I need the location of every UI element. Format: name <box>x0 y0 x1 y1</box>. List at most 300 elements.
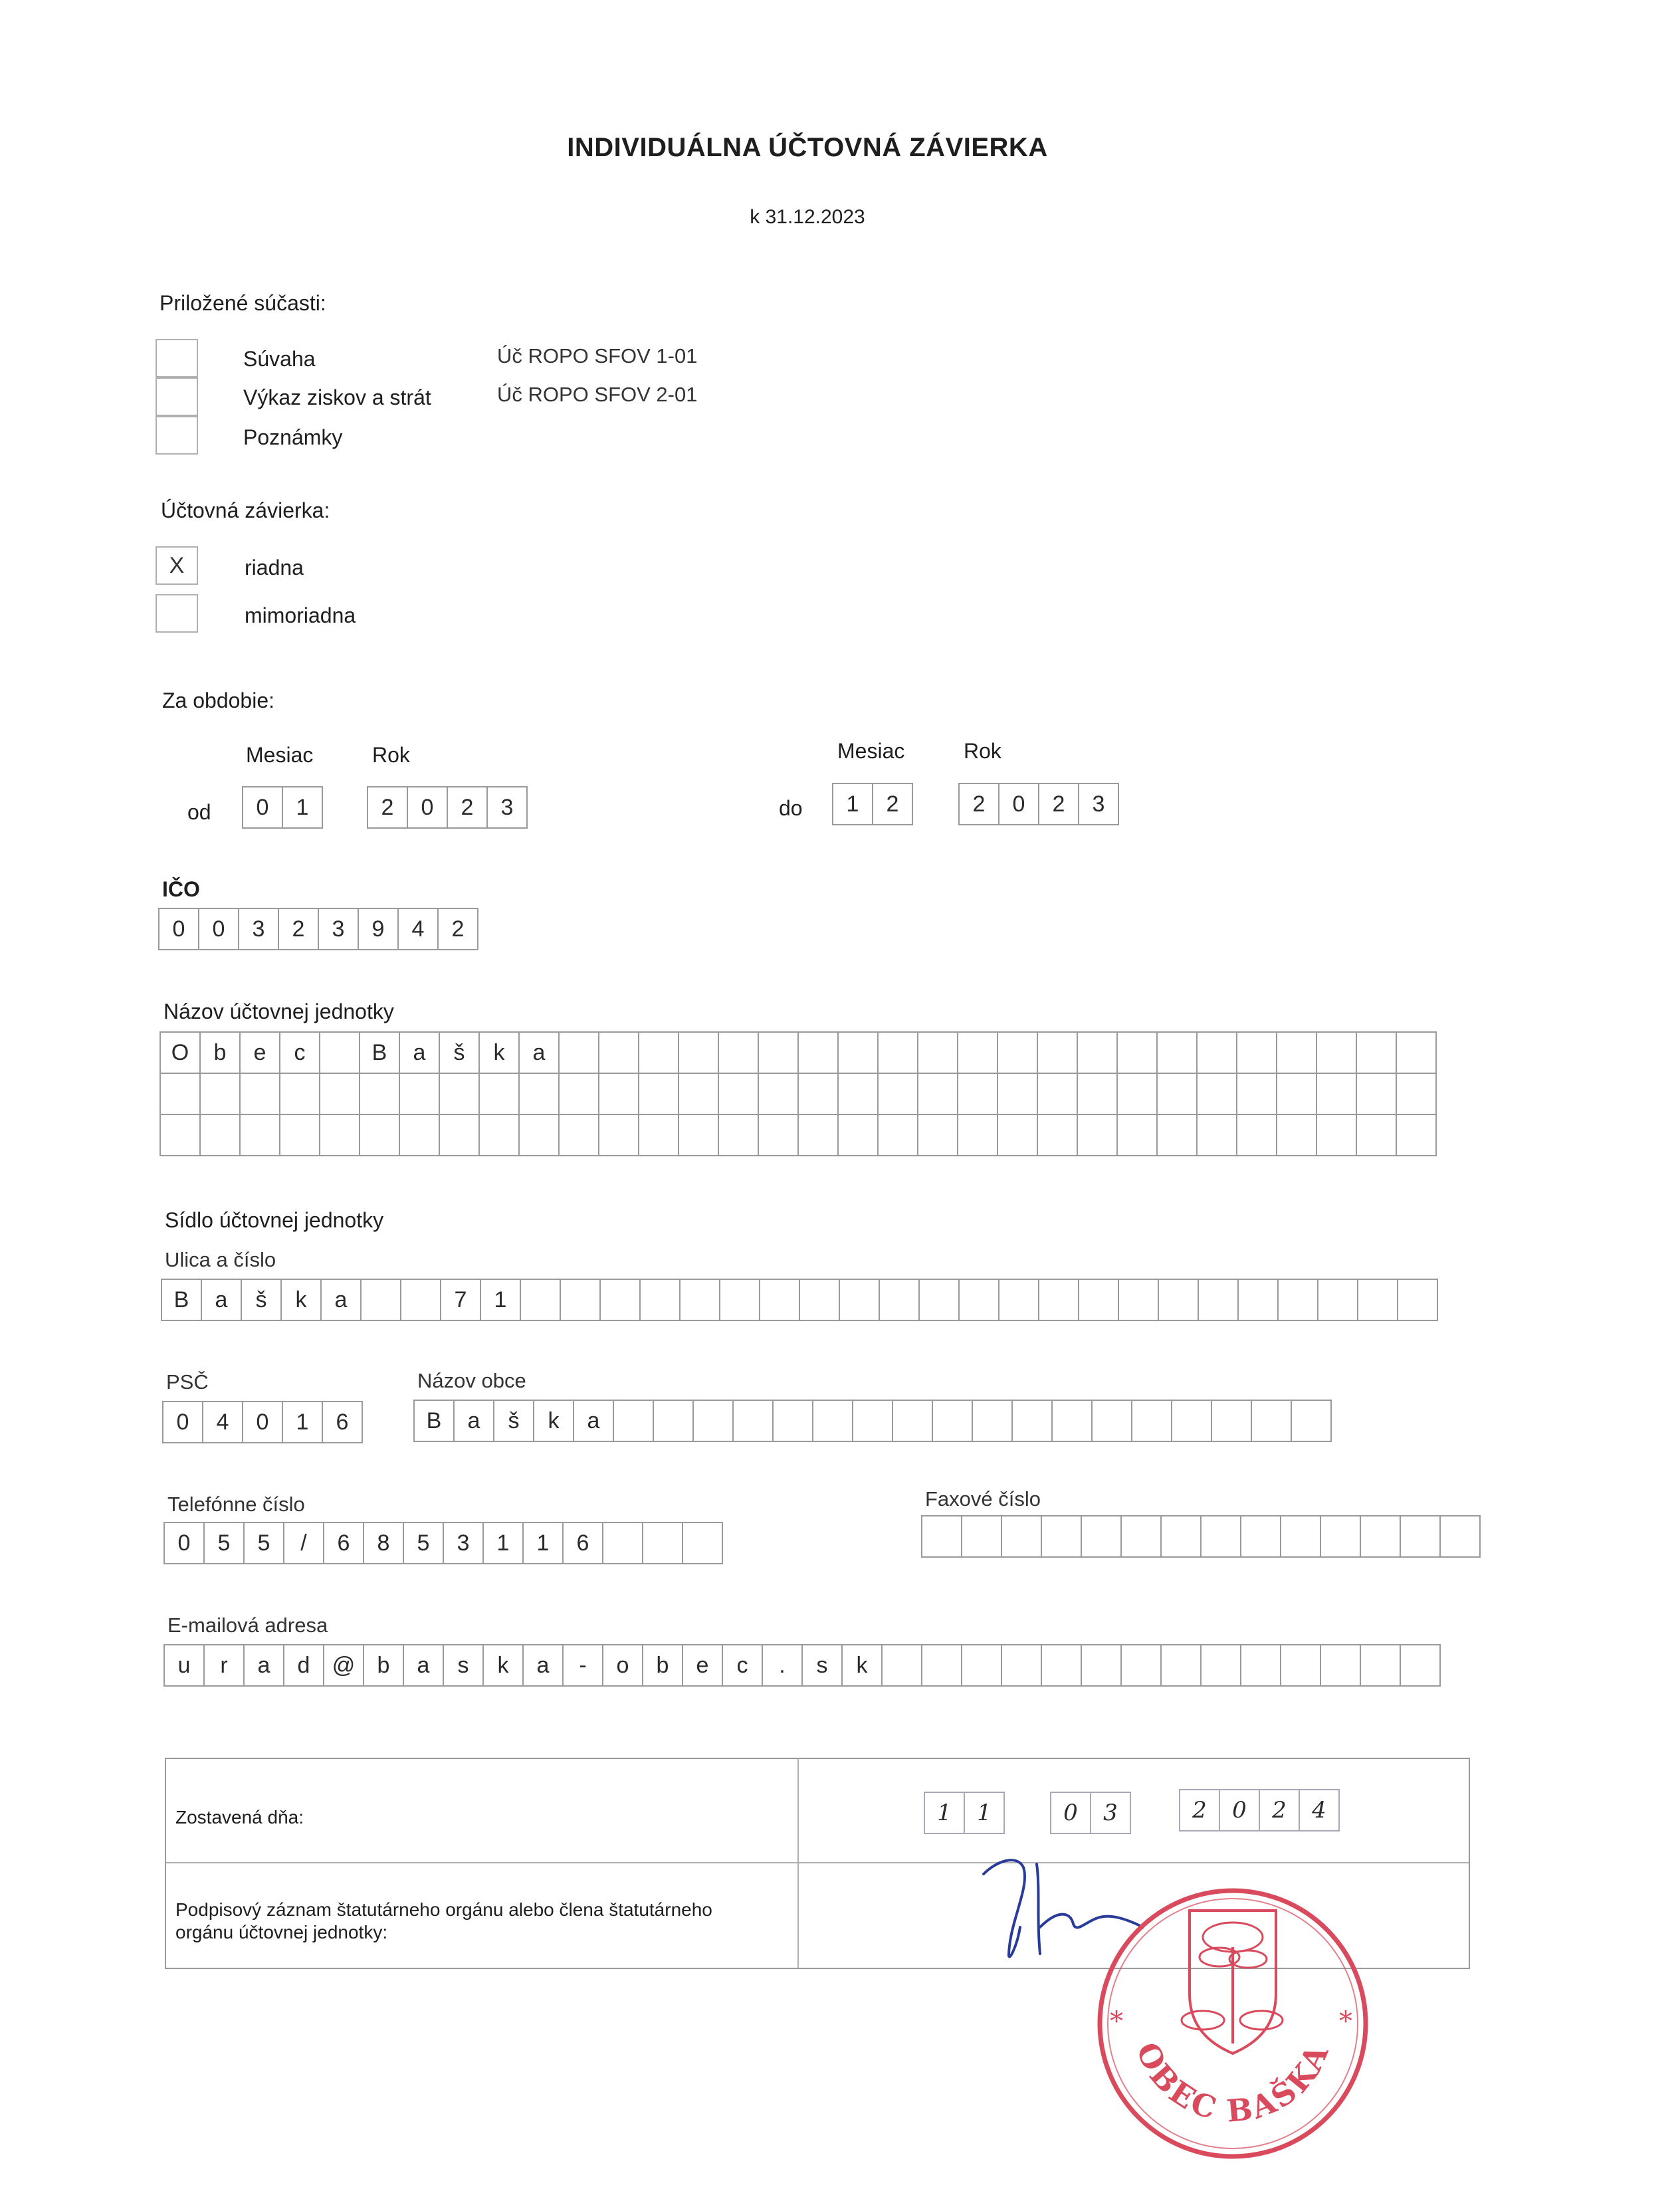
from-month-grid[interactable] <box>242 786 323 829</box>
grid-cell <box>639 1279 681 1321</box>
grid-cell <box>558 1073 599 1115</box>
grid-cell <box>1280 1515 1321 1558</box>
grid-cell: 2 <box>1038 783 1079 825</box>
grid-cell: a <box>573 1400 614 1442</box>
grid-cell <box>1400 1644 1441 1687</box>
grid-cell <box>1156 1031 1198 1074</box>
grid-cell <box>558 1114 599 1156</box>
grid-cell <box>360 1279 401 1321</box>
grid-cell <box>972 1400 1013 1442</box>
grid-cell: 1 <box>964 1792 1005 1834</box>
grid-cell: s <box>443 1644 484 1687</box>
grid-cell: 1 <box>282 1401 323 1443</box>
grid-cell <box>319 1031 360 1074</box>
grid-cell <box>478 1114 520 1156</box>
grid-cell <box>1198 1279 1239 1321</box>
grid-cell <box>1439 1515 1481 1558</box>
grid-cell <box>837 1114 879 1156</box>
grid-cell <box>518 1073 560 1115</box>
grid-cell: 3 <box>1090 1792 1131 1834</box>
grid-cell <box>1360 1644 1401 1687</box>
grid-cell: a <box>518 1031 560 1074</box>
grid-cell <box>1116 1114 1158 1156</box>
grid-cell <box>1001 1644 1042 1687</box>
grid-cell <box>638 1073 679 1115</box>
grid-cell <box>1011 1400 1053 1442</box>
grid-cell <box>1041 1515 1082 1558</box>
grid-cell <box>957 1031 998 1074</box>
seat-heading: Sídlo účtovnej jednotky <box>165 1208 384 1232</box>
grid-cell: š <box>439 1031 480 1074</box>
grid-cell <box>159 1073 201 1115</box>
grid-cell <box>439 1114 480 1156</box>
grid-cell: 3 <box>1078 783 1119 825</box>
grid-cell <box>679 1279 720 1321</box>
grid-cell <box>359 1073 400 1115</box>
grid-cell <box>1118 1279 1159 1321</box>
grid-cell <box>478 1073 520 1115</box>
grid-cell: 1 <box>832 783 873 825</box>
city-grid[interactable] <box>413 1400 1332 1442</box>
compiled-year-grid[interactable] <box>1179 1789 1340 1831</box>
grid-cell <box>1196 1031 1237 1074</box>
grid-cell <box>1360 1515 1401 1558</box>
from-year-label: Rok <box>372 743 410 767</box>
grid-cell: b <box>642 1644 683 1687</box>
svg-text:*: * <box>1339 2006 1352 2037</box>
from-month-label: Mesiac <box>246 743 314 767</box>
grid-cell <box>1081 1515 1122 1558</box>
grid-cell <box>319 1114 360 1156</box>
grid-cell <box>613 1400 654 1442</box>
grid-cell <box>837 1031 879 1074</box>
grid-cell <box>892 1400 933 1442</box>
grid-cell: 3 <box>238 908 279 950</box>
phone-label: Telefónne číslo <box>167 1493 305 1516</box>
grid-cell <box>1051 1400 1093 1442</box>
grid-cell: r <box>203 1644 245 1687</box>
grid-cell: 2 <box>367 786 408 829</box>
grid-cell <box>932 1400 973 1442</box>
grid-cell <box>598 1114 639 1156</box>
grid-cell <box>1236 1114 1277 1156</box>
grid-cell <box>599 1279 641 1321</box>
phone-grid[interactable] <box>163 1522 723 1564</box>
grid-cell: 4 <box>397 908 439 950</box>
checkbox-suvaha[interactable] <box>156 339 198 377</box>
grid-cell <box>1081 1644 1122 1687</box>
grid-cell: a <box>243 1644 284 1687</box>
grid-cell: e <box>682 1644 723 1687</box>
grid-cell: a <box>320 1279 362 1321</box>
grid-cell <box>797 1031 839 1074</box>
grid-cell: u <box>163 1644 205 1687</box>
grid-cell: s <box>801 1644 843 1687</box>
checkbox-vykaz[interactable] <box>156 377 198 416</box>
grid-cell: 0 <box>198 908 239 950</box>
grid-cell: a <box>403 1644 444 1687</box>
grid-cell: a <box>201 1279 242 1321</box>
email-label: E-mailová adresa <box>167 1614 328 1637</box>
grid-cell <box>1041 1644 1082 1687</box>
grid-cell <box>239 1073 280 1115</box>
city-label: Názov obce <box>417 1369 526 1392</box>
grid-cell: 1 <box>482 1522 524 1564</box>
grid-cell <box>732 1400 774 1442</box>
grid-cell <box>1196 1073 1237 1115</box>
document-title: INDIVIDUÁLNA ÚČTOVNÁ ZÁVIERKA <box>567 133 1048 162</box>
grid-cell <box>839 1279 880 1321</box>
grid-cell <box>1400 1515 1441 1558</box>
grid-cell <box>638 1031 679 1074</box>
svg-text:OBEC BAŠKA <box>1129 2037 1336 2129</box>
grid-cell: 6 <box>322 1401 363 1443</box>
svg-text:*: * <box>1110 2006 1123 2037</box>
grid-cell <box>758 1031 799 1074</box>
grid-cell: @ <box>323 1644 364 1687</box>
grid-cell: 2 <box>1259 1789 1300 1831</box>
grid-cell <box>1196 1114 1237 1156</box>
grid-cell: 7 <box>440 1279 481 1321</box>
grid-cell: - <box>562 1644 603 1687</box>
grid-cell: a <box>453 1400 494 1442</box>
street-grid[interactable] <box>161 1279 1438 1321</box>
grid-cell <box>998 1279 1039 1321</box>
to-label: do <box>779 796 803 820</box>
grid-cell <box>1091 1400 1132 1442</box>
grid-cell: 4 <box>1299 1789 1340 1831</box>
official-stamp <box>1090 1881 1376 2166</box>
grid-cell <box>1396 1114 1437 1156</box>
grid-cell <box>399 1114 440 1156</box>
grid-cell <box>1200 1515 1241 1558</box>
grid-cell <box>359 1114 400 1156</box>
grid-cell <box>772 1400 813 1442</box>
grid-cell: k <box>533 1400 574 1442</box>
closing-label-mimoriadna: mimoriadna <box>245 603 356 627</box>
grid-cell: c <box>722 1644 763 1687</box>
grid-cell: 0 <box>242 786 283 829</box>
grid-cell <box>852 1400 893 1442</box>
grid-cell: 8 <box>363 1522 404 1564</box>
grid-cell <box>917 1031 958 1074</box>
grid-cell <box>1156 1114 1198 1156</box>
grid-cell <box>678 1073 719 1115</box>
grid-cell <box>520 1279 561 1321</box>
grid-cell <box>239 1114 280 1156</box>
grid-cell <box>1037 1073 1078 1115</box>
grid-cell <box>758 1114 799 1156</box>
grid-cell <box>1200 1644 1241 1687</box>
grid-cell <box>1356 1031 1397 1074</box>
grid-cell <box>560 1279 601 1321</box>
from-label: od <box>187 800 211 824</box>
fax-label: Faxové číslo <box>925 1487 1041 1511</box>
checkbox-mimoriadna[interactable] <box>156 594 198 633</box>
grid-cell: 5 <box>243 1522 284 1564</box>
grid-cell <box>1211 1400 1252 1442</box>
grid-cell <box>958 1279 999 1321</box>
grid-cell <box>1280 1644 1321 1687</box>
grid-cell <box>877 1031 918 1074</box>
grid-cell: k <box>478 1031 520 1074</box>
grid-cell: o <box>602 1644 643 1687</box>
grid-cell: 0 <box>1219 1789 1260 1831</box>
grid-cell <box>997 1114 1038 1156</box>
grid-cell <box>1357 1279 1398 1321</box>
attachment-label-vykaz: Výkaz ziskov a strát <box>243 385 431 409</box>
grid-cell <box>1077 1031 1118 1074</box>
grid-cell: / <box>283 1522 324 1564</box>
grid-cell: 3 <box>486 786 528 829</box>
grid-cell <box>602 1522 643 1564</box>
grid-cell <box>279 1114 320 1156</box>
grid-cell <box>1160 1644 1202 1687</box>
grid-cell <box>1320 1644 1361 1687</box>
grid-cell <box>1131 1400 1172 1442</box>
compiled-label: Zostavená dňa: <box>175 1807 304 1828</box>
grid-cell <box>1037 1114 1078 1156</box>
grid-cell <box>1276 1073 1317 1115</box>
grid-cell: 1 <box>480 1279 521 1321</box>
grid-cell: 0 <box>1050 1792 1091 1834</box>
grid-cell <box>1276 1114 1317 1156</box>
grid-cell <box>1116 1073 1158 1115</box>
grid-cell <box>638 1114 679 1156</box>
grid-cell <box>678 1114 719 1156</box>
grid-cell <box>1277 1279 1318 1321</box>
grid-cell: 4 <box>202 1401 243 1443</box>
grid-cell <box>1291 1400 1332 1442</box>
grid-cell <box>1077 1073 1118 1115</box>
grid-cell <box>439 1073 480 1115</box>
grid-cell <box>1160 1515 1202 1558</box>
grid-cell <box>1038 1279 1079 1321</box>
grid-cell <box>1037 1031 1078 1074</box>
grid-cell <box>598 1073 639 1115</box>
grid-cell: 6 <box>562 1522 603 1564</box>
grid-cell: 6 <box>323 1522 364 1564</box>
grid-cell <box>518 1114 560 1156</box>
grid-cell: 0 <box>242 1401 283 1443</box>
grid-cell <box>797 1114 839 1156</box>
grid-cell <box>961 1644 1002 1687</box>
grid-cell <box>1320 1515 1361 1558</box>
grid-cell: 5 <box>403 1522 444 1564</box>
signature-label: Podpisový záznam štatutárneho orgánu alebo člena štatutárneho orgánu účtovnej jednotky: <box>175 1899 712 1942</box>
grid-cell <box>718 1114 759 1156</box>
grid-cell <box>921 1515 962 1558</box>
grid-cell <box>918 1279 960 1321</box>
grid-cell <box>758 1073 799 1115</box>
grid-cell: a <box>522 1644 564 1687</box>
grid-cell <box>1396 1073 1437 1115</box>
compiled-month-grid[interactable] <box>1050 1792 1131 1834</box>
grid-cell <box>879 1279 920 1321</box>
grid-cell <box>797 1073 839 1115</box>
grid-cell: 2 <box>278 908 319 950</box>
grid-cell <box>642 1522 683 1564</box>
attachment-code-suvaha: Úč ROPO SFOV 1-01 <box>497 344 698 367</box>
grid-cell: b <box>363 1644 404 1687</box>
grid-cell <box>319 1073 360 1115</box>
grid-cell <box>1251 1400 1292 1442</box>
grid-cell: 3 <box>318 908 359 950</box>
grid-cell: B <box>161 1279 202 1321</box>
checkbox-riadna[interactable]: X <box>156 546 198 585</box>
grid-cell <box>1397 1279 1438 1321</box>
grid-cell <box>1001 1515 1042 1558</box>
stamp-text: OBEC BAŠKA <box>1129 2037 1336 2129</box>
grid-cell: š <box>493 1400 534 1442</box>
to-month-grid[interactable] <box>832 783 913 825</box>
entity-name-row <box>159 1114 1437 1156</box>
compiled-day-grid[interactable] <box>924 1792 1005 1834</box>
grid-cell <box>837 1073 879 1115</box>
grid-cell <box>1171 1400 1212 1442</box>
grid-cell <box>881 1644 922 1687</box>
zip-grid[interactable] <box>162 1401 363 1443</box>
grid-cell <box>1078 1279 1119 1321</box>
grid-cell <box>1356 1073 1397 1115</box>
grid-cell: c <box>279 1031 320 1074</box>
grid-cell: b <box>199 1031 241 1074</box>
zip-label: PSČ <box>166 1370 209 1394</box>
grid-cell <box>1116 1031 1158 1074</box>
grid-cell <box>1316 1073 1357 1115</box>
grid-cell: 2 <box>447 786 488 829</box>
grid-cell: 1 <box>522 1522 564 1564</box>
grid-cell <box>598 1031 639 1074</box>
grid-cell <box>957 1073 998 1115</box>
grid-cell: 3 <box>443 1522 484 1564</box>
grid-cell <box>759 1279 800 1321</box>
grid-cell <box>678 1031 719 1074</box>
grid-cell <box>1240 1644 1281 1687</box>
to-month-label: Mesiac <box>837 739 905 763</box>
period-heading: Za obdobie: <box>162 688 275 712</box>
grid-cell <box>1396 1031 1437 1074</box>
from-year-grid[interactable] <box>367 786 528 829</box>
attachment-label-poznamky: Poznámky <box>243 425 343 449</box>
grid-cell <box>159 1114 201 1156</box>
grid-cell <box>1120 1515 1162 1558</box>
entity-name-label: Názov účtovnej jednotky <box>163 999 394 1023</box>
grid-cell: 0 <box>162 1401 203 1443</box>
grid-cell: š <box>241 1279 282 1321</box>
grid-cell <box>1236 1031 1277 1074</box>
fax-grid[interactable] <box>921 1515 1481 1558</box>
grid-cell: 0 <box>407 786 448 829</box>
grid-cell: 2 <box>1179 1789 1220 1831</box>
grid-cell <box>877 1114 918 1156</box>
grid-cell: 0 <box>998 783 1039 825</box>
entity-name-row <box>159 1073 1437 1115</box>
grid-cell <box>997 1073 1038 1115</box>
grid-cell: k <box>482 1644 524 1687</box>
grid-cell <box>199 1073 241 1115</box>
grid-cell <box>718 1073 759 1115</box>
grid-cell: B <box>359 1031 400 1074</box>
grid-cell: O <box>159 1031 201 1074</box>
grid-cell <box>957 1114 998 1156</box>
grid-cell <box>1236 1073 1277 1115</box>
closing-heading: Účtovná závierka: <box>161 498 330 522</box>
grid-cell <box>799 1279 840 1321</box>
grid-cell <box>1356 1114 1397 1156</box>
grid-cell <box>997 1031 1038 1074</box>
document-date: k 31.12.2023 <box>750 206 865 228</box>
to-year-label: Rok <box>964 739 1001 763</box>
grid-cell <box>812 1400 853 1442</box>
grid-cell: B <box>413 1400 455 1442</box>
grid-cell <box>719 1279 760 1321</box>
grid-cell: k <box>841 1644 883 1687</box>
grid-cell: 5 <box>203 1522 245 1564</box>
grid-cell <box>692 1400 734 1442</box>
grid-cell: a <box>399 1031 440 1074</box>
grid-cell: 9 <box>358 908 399 950</box>
grid-cell: . <box>762 1644 803 1687</box>
grid-cell <box>682 1522 723 1564</box>
attachment-label-suvaha: Súvaha <box>243 347 316 371</box>
attachment-code-vykaz: Úč ROPO SFOV 2-01 <box>497 383 698 406</box>
entity-name-grid[interactable] <box>159 1031 1437 1156</box>
grid-cell: 1 <box>282 786 323 829</box>
ico-label: IČO <box>162 877 200 901</box>
grid-cell: 1 <box>924 1792 965 1834</box>
grid-cell: 0 <box>158 908 199 950</box>
grid-cell <box>877 1073 918 1115</box>
attachments-heading: Priložené súčasti: <box>159 291 326 315</box>
grid-cell: e <box>239 1031 280 1074</box>
grid-cell <box>1077 1114 1118 1156</box>
grid-cell <box>653 1400 694 1442</box>
grid-cell <box>1316 1031 1357 1074</box>
grid-cell <box>1240 1515 1281 1558</box>
grid-cell <box>961 1515 1002 1558</box>
grid-cell <box>1120 1644 1162 1687</box>
grid-cell <box>1316 1114 1357 1156</box>
grid-cell <box>199 1114 241 1156</box>
grid-cell <box>558 1031 599 1074</box>
ico-grid[interactable] <box>158 908 478 950</box>
grid-cell <box>718 1031 759 1074</box>
grid-cell: 2 <box>958 783 999 825</box>
grid-cell <box>1158 1279 1199 1321</box>
grid-cell: 0 <box>163 1522 205 1564</box>
closing-label-riadna: riadna <box>245 556 304 579</box>
checkbox-poznamky[interactable] <box>156 416 198 455</box>
grid-cell <box>917 1073 958 1115</box>
to-year-grid[interactable] <box>958 783 1119 825</box>
grid-cell <box>279 1073 320 1115</box>
grid-cell: 2 <box>872 783 913 825</box>
grid-cell <box>921 1644 962 1687</box>
grid-cell <box>1237 1279 1279 1321</box>
grid-cell: 2 <box>437 908 478 950</box>
grid-cell <box>1156 1073 1198 1115</box>
grid-cell <box>1317 1279 1358 1321</box>
entity-name-row <box>159 1031 1437 1074</box>
grid-cell: d <box>283 1644 324 1687</box>
street-label: Ulica a číslo <box>165 1248 276 1271</box>
grid-cell: k <box>280 1279 322 1321</box>
grid-cell <box>400 1279 441 1321</box>
grid-cell <box>399 1073 440 1115</box>
grid-cell <box>1276 1031 1317 1074</box>
email-grid[interactable] <box>163 1644 1441 1687</box>
